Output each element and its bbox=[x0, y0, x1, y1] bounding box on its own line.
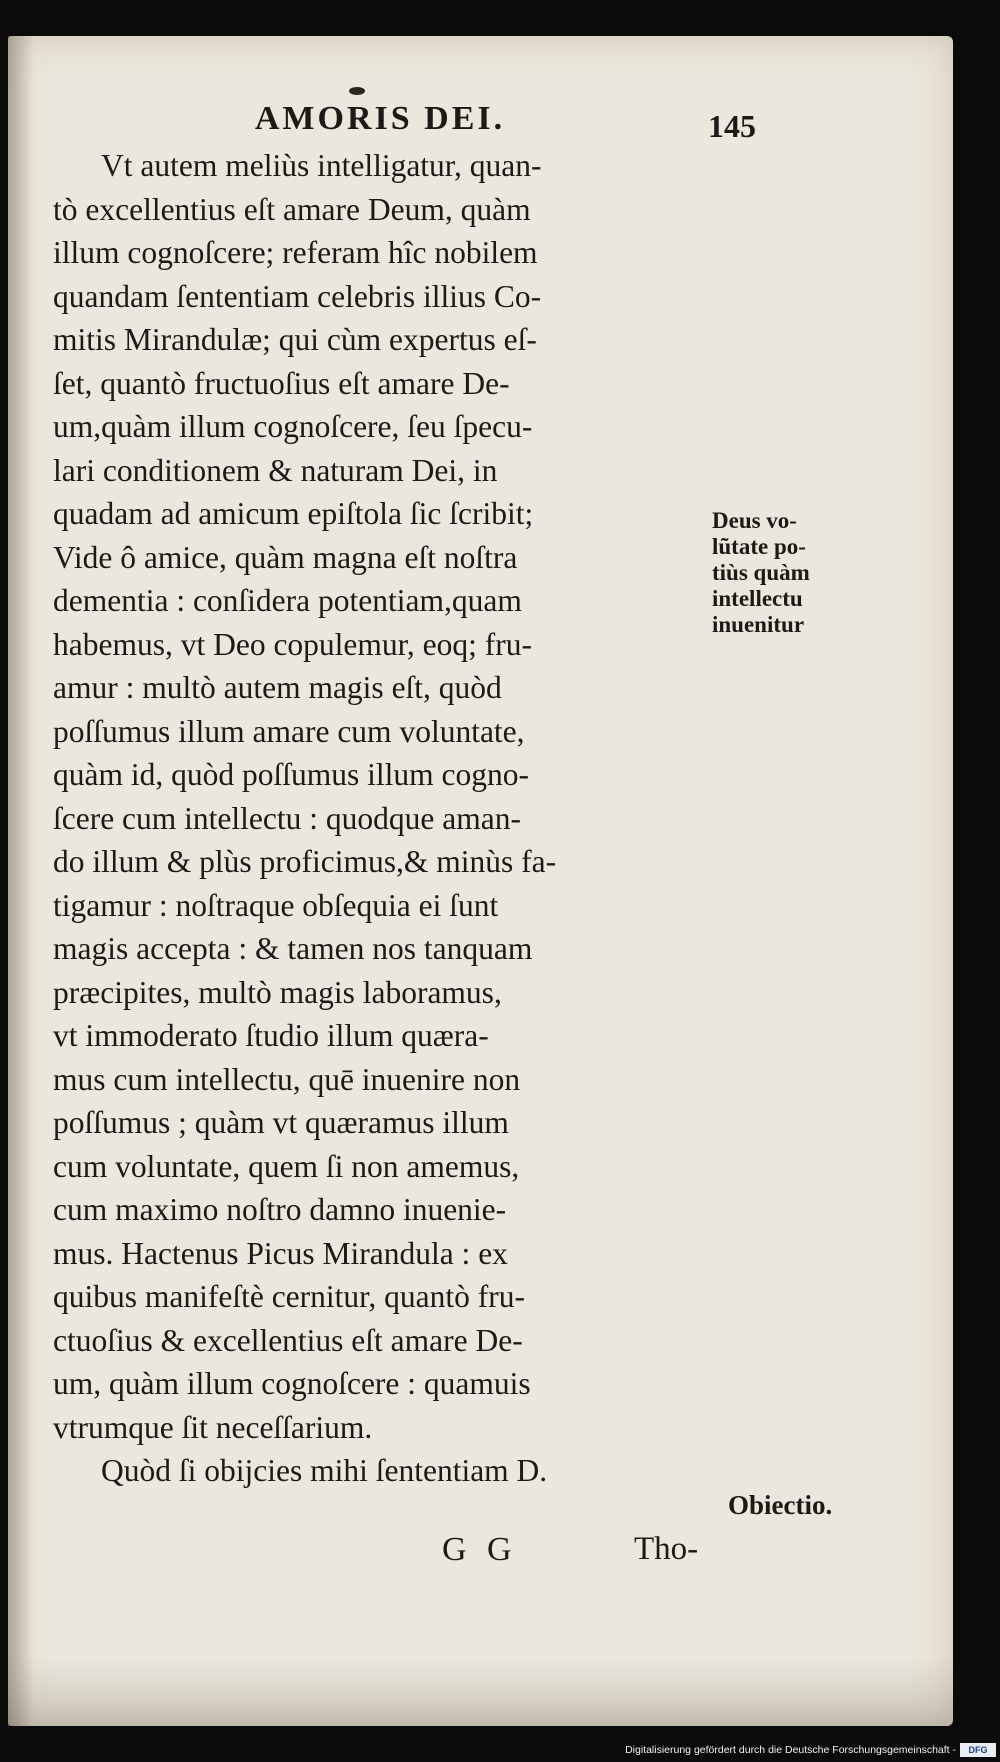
body-line: quandam ſententiam celebris illius Co- bbox=[53, 278, 542, 314]
body-line: tigamur : noſtraque obſequia ei ſunt bbox=[53, 887, 499, 923]
body-line: mus cum intellectu, quē inuenire non bbox=[53, 1061, 521, 1097]
margin-note-line: inuenitur bbox=[712, 612, 805, 637]
body-line: ſcere cum intellectu : quodque aman- bbox=[53, 800, 521, 836]
body-line: mitis Mirandulæ; qui cùm expertus eſ- bbox=[53, 322, 537, 357]
body-line: cum voluntate, quem ſi non amemus, bbox=[53, 1148, 520, 1184]
body-line: vt immoderato ſtudio illum quæra- bbox=[53, 1018, 489, 1053]
body-line: quibus manifeſtè cernitur, quantò fru- bbox=[53, 1279, 525, 1314]
body-line: tò excellentius eſt amare Deum, quàm bbox=[53, 191, 531, 227]
body-line: quadam ad amicum epiſtola ſic ſcribit; bbox=[53, 496, 534, 531]
margin-note-line: Deus vo- bbox=[712, 508, 797, 533]
dfg-logo: DFG bbox=[960, 1743, 996, 1757]
body-line: ctuoſius & excellentius eſt amare De- bbox=[53, 1322, 523, 1358]
margin-note-line: intellectu bbox=[712, 586, 803, 611]
body-line: ſet, quantò fructuoſius eſt amare De- bbox=[53, 365, 510, 401]
body-line: um,quàm illum cognoſcere, ſeu ſpecu- bbox=[53, 409, 533, 444]
body-line: lari conditionem & naturam Dei, in bbox=[53, 452, 498, 488]
body-line: do illum & plùs proficimus,& minùs fa- bbox=[53, 844, 557, 879]
margin-note-line: lũtate po- bbox=[712, 534, 806, 559]
catchword: Tho- bbox=[634, 1531, 699, 1567]
body-line: Quòd ſi obijcies mihi ſententiam D. bbox=[101, 1453, 548, 1488]
body-line: quàm id, quòd poſſumus illum cogno- bbox=[53, 757, 529, 792]
body-line: habemus, vt Deo copulemur, eoq; fru- bbox=[53, 626, 532, 662]
body-line: illum cognoſcere; referam hîc nobilem bbox=[53, 235, 538, 270]
digitization-credit: Digitalisierung gefördert durch die Deutsche Forschungsgemeinschaft - bbox=[625, 1744, 956, 1756]
body-line: vtrumque ſit neceſſarium. bbox=[53, 1409, 373, 1445]
body-line: amur : multò autem magis eſt, quòd bbox=[53, 670, 502, 705]
page-number: 145 bbox=[708, 108, 756, 144]
body-line: præcipites, multò magis laboramus, bbox=[53, 974, 502, 1010]
body-line: dementia : conſidera potentiam,quam bbox=[53, 583, 522, 618]
margin-note bbox=[712, 508, 872, 638]
body-line: poſſumus illum amare cum voluntate, bbox=[53, 713, 525, 749]
margin-note-objection: Obiectio. bbox=[728, 1490, 833, 1520]
page-gutter-shadow bbox=[8, 36, 34, 1726]
body-line: mus. Hactenus Picus Mirandula : ex bbox=[53, 1235, 508, 1271]
margin-note-line: tiùs quàm bbox=[712, 560, 810, 585]
body-line: cum maximo noſtro damno inuenie- bbox=[53, 1192, 507, 1227]
body-line: magis accepta : & tamen nos tanquam bbox=[53, 931, 533, 966]
body-line: Vt autem meliùs intelligatur, quan- bbox=[101, 148, 542, 183]
body-line: um, quàm illum cognoſcere : quamuis bbox=[53, 1366, 531, 1401]
signature-mark: G G bbox=[442, 1531, 518, 1568]
running-head: AMORIS DEI. bbox=[254, 100, 506, 137]
body-text bbox=[53, 144, 721, 1493]
body-line: Vide ô amice, quàm magna eſt noſtra bbox=[53, 539, 518, 575]
ink-blot bbox=[349, 87, 365, 95]
body-line: poſſumus ; quàm vt quæramus illum bbox=[53, 1105, 509, 1140]
